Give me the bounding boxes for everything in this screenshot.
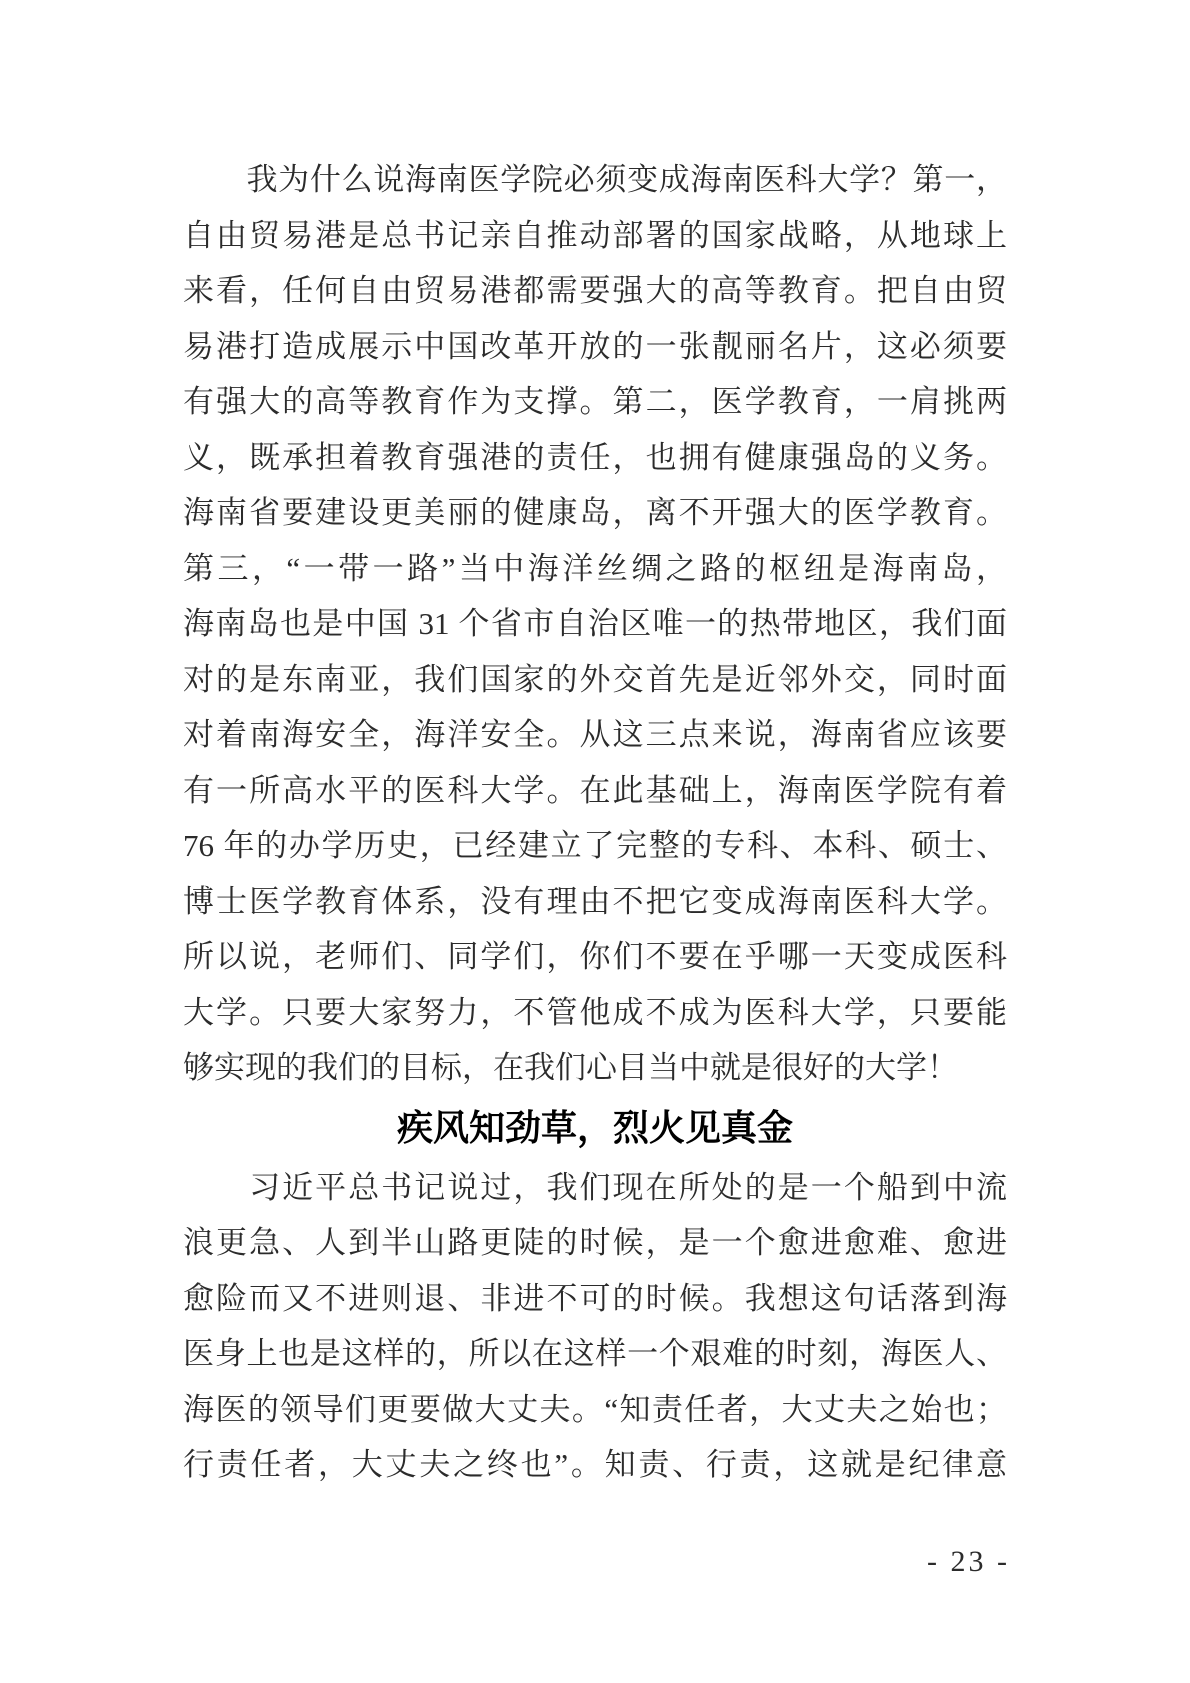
text-line: 自由贸易港是总书记亲自推动部署的国家战略，从地球上 <box>183 217 1007 253</box>
text-line: 习近平总书记说过，我们现在所处的是一个船到中流 <box>183 1169 1007 1205</box>
text-line: 我为什么说海南医学院必须变成海南医科大学？第一， <box>183 162 1007 197</box>
text-line: 对着南海安全，海洋安全。从这三点来说，海南省应该要 <box>183 717 1007 752</box>
text-line: 海医的领导们更要做大丈夫。“知责任者，大丈夫之始也； <box>183 1391 1007 1427</box>
text-line: 76 年的办学历史，已经建立了完整的专科、本科、硕士、 <box>183 828 1007 863</box>
text-line: 博士医学教育体系，没有理由不把它变成海南医科大学。 <box>183 883 1007 919</box>
text-line: 够实现的我们的目标，在我们心目当中就是很好的大学！ <box>183 1050 958 1085</box>
text-line: 海南岛也是中国 31 个省市自治区唯一的热带地区，我们面 <box>183 606 1007 641</box>
text-line: 义，既承担着教育强港的责任，也拥有健康强岛的义务。 <box>183 439 1007 475</box>
text-line: 愈险而又不进则退、非进不可的时候。我想这句话落到海 <box>183 1280 1007 1316</box>
text-line: 所以说，老师们、同学们，你们不要在乎哪一天变成医科 <box>183 939 1007 974</box>
document-body <box>183 152 1007 1493</box>
section-heading: 疾风知劲草，烈火见真金 <box>396 1106 793 1148</box>
text-line: 来看，任何自由贸易港都需要强大的高等教育。把自由贸 <box>183 273 1007 308</box>
text-line: 易港打造成展示中国改革开放的一张靓丽名片，这必须要 <box>183 328 1007 364</box>
paragraph-1 <box>183 152 1007 1096</box>
paragraph-2 <box>183 1160 1007 1493</box>
text-line: 第三，“一带一路”当中海洋丝绸之路的枢纽是海南岛， <box>183 550 1007 586</box>
text-line: 浪更急、人到半山路更陡的时候，是一个愈进愈难、愈进 <box>183 1225 1007 1260</box>
text-line: 行责任者，大丈夫之终也”。知责、行责，这就是纪律意 <box>183 1447 1007 1482</box>
text-line: 有强大的高等教育作为支撑。第二，医学教育，一肩挑两 <box>183 384 1007 419</box>
text-line: 大学。只要大家努力，不管他成不成为医科大学，只要能 <box>183 994 1007 1030</box>
text-line: 海南省要建设更美丽的健康岛，离不开强大的医学教育。 <box>183 495 1007 530</box>
text-line: 对的是东南亚，我们国家的外交首先是近邻外交，同时面 <box>183 661 1007 697</box>
page-number: - 23 - <box>927 1545 1010 1578</box>
text-line: 医身上也是这样的，所以在这样一个艰难的时刻，海医人、 <box>183 1336 1007 1371</box>
text-line: 有一所高水平的医科大学。在此基础上，海南医学院有着 <box>183 772 1007 808</box>
